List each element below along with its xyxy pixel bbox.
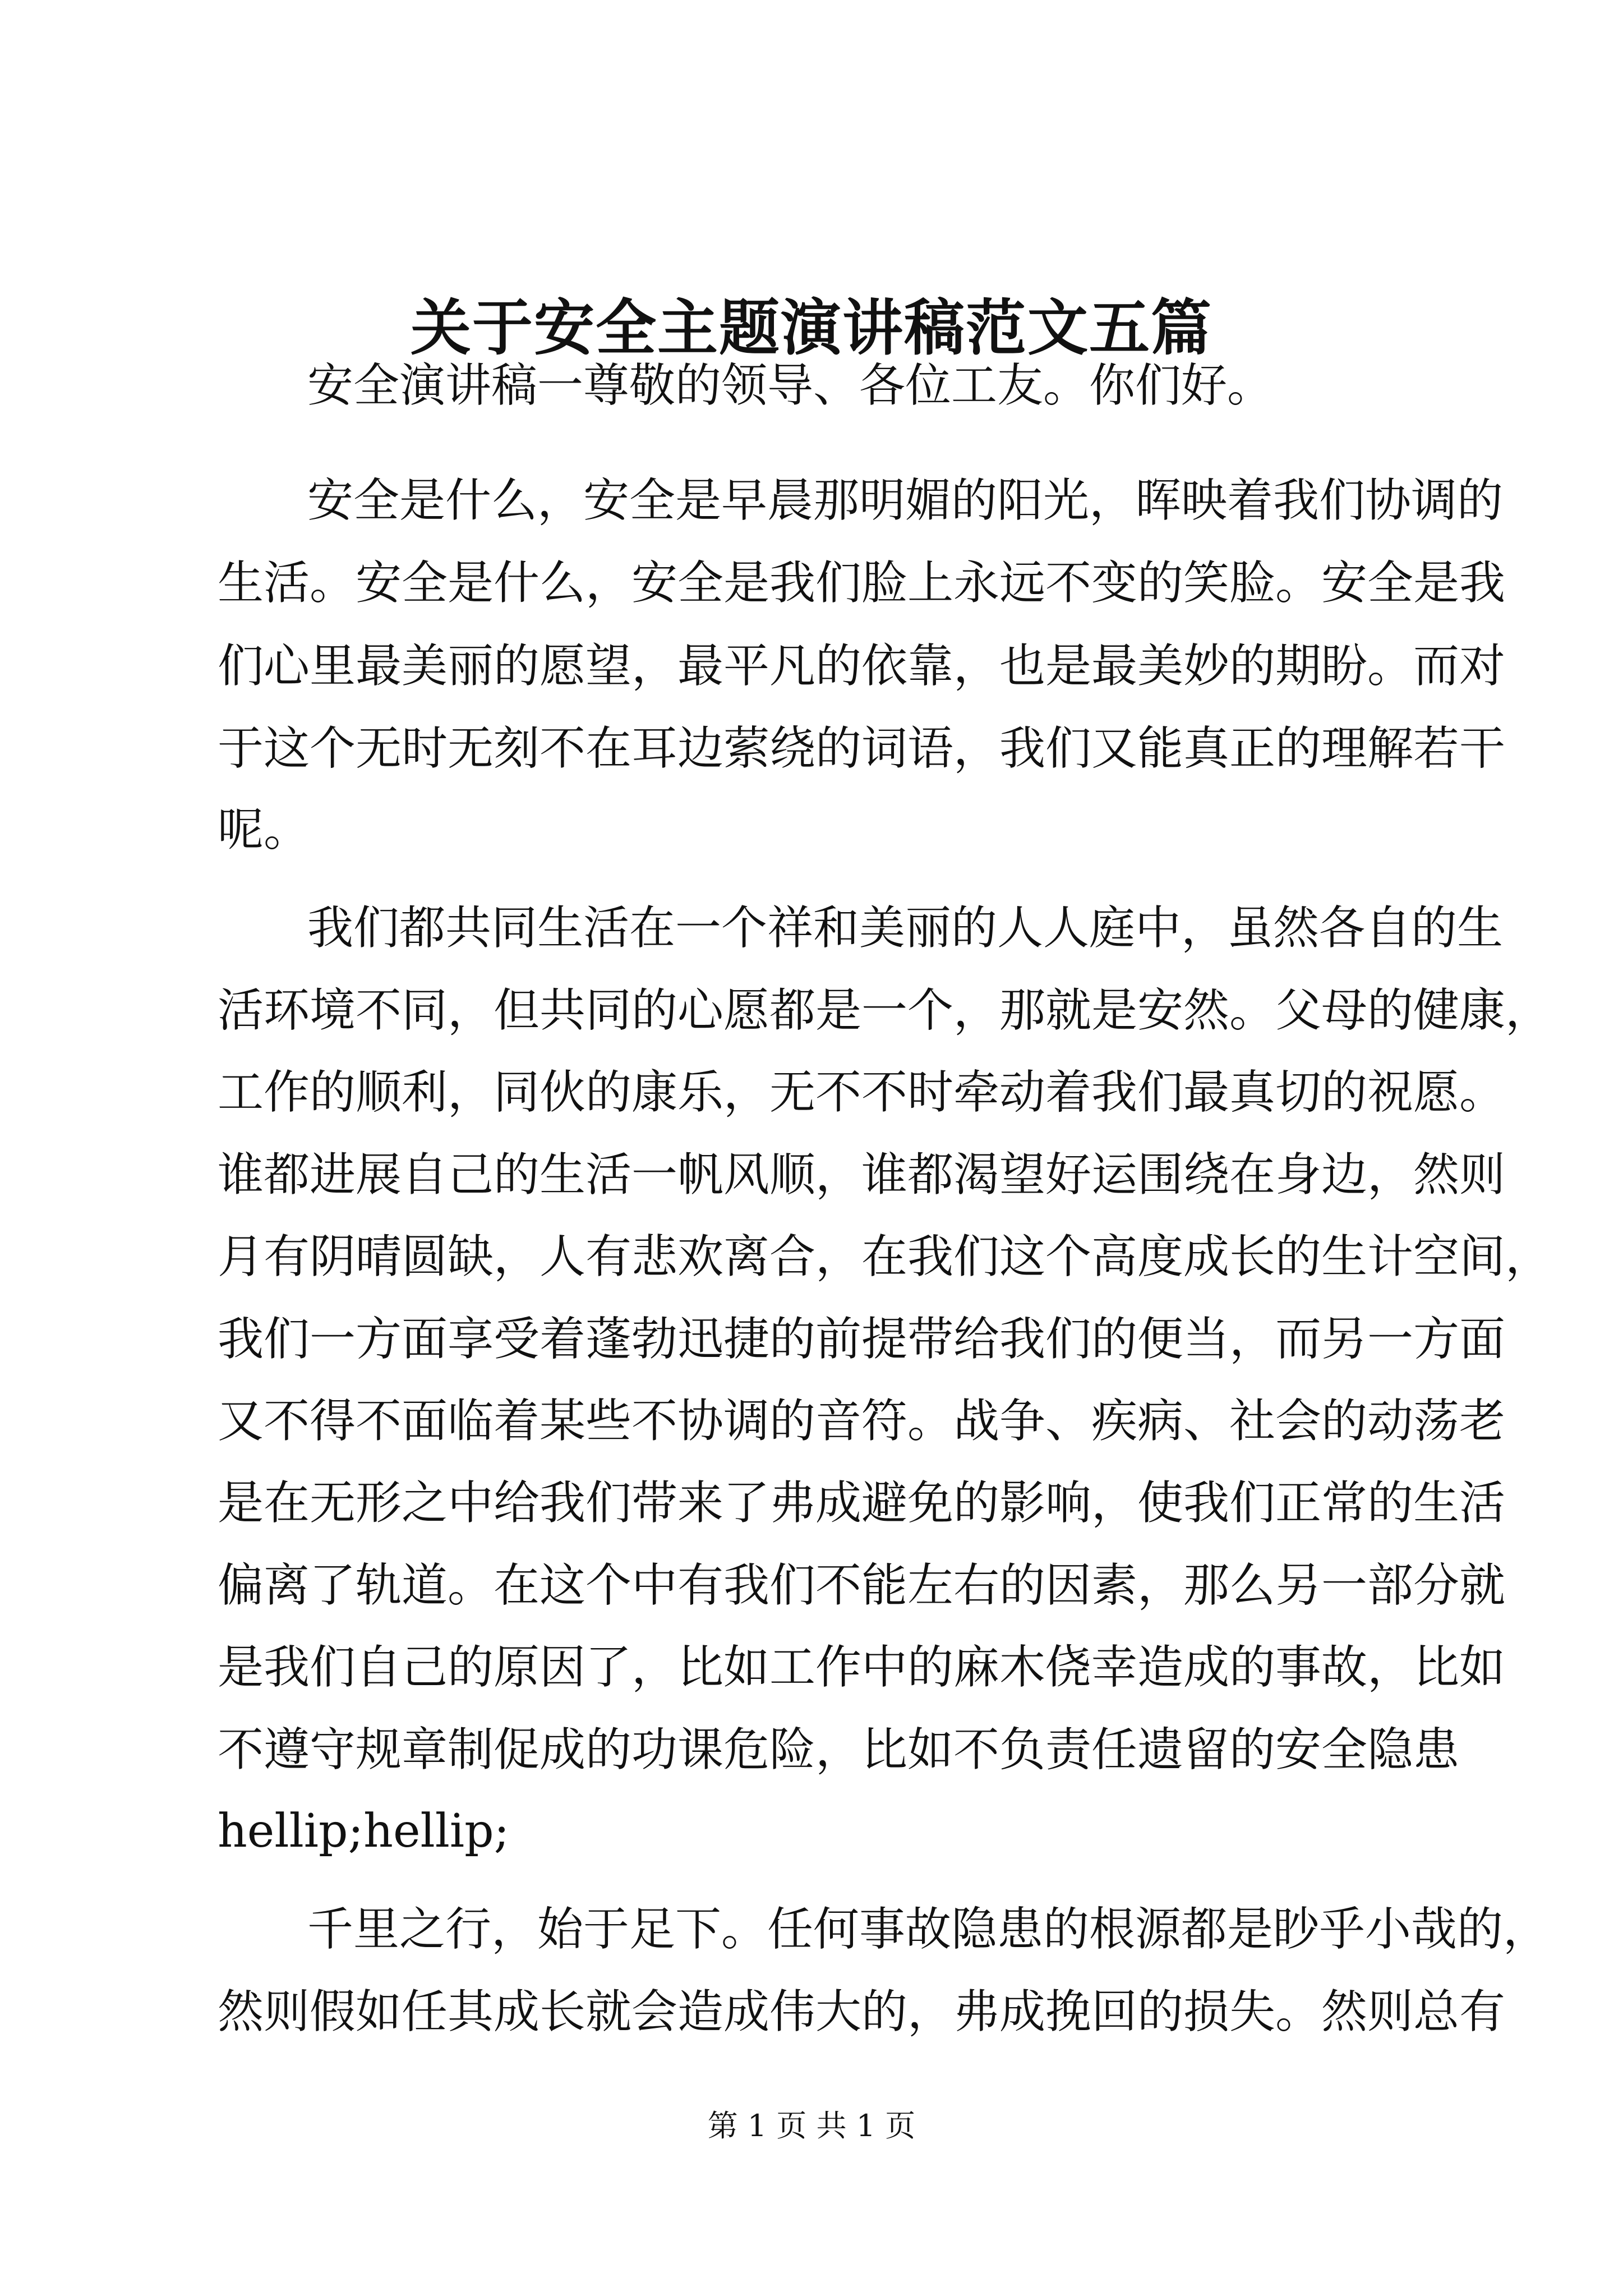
paragraph-line: 谁都进展自己的生活一帆风顺，谁都渴望好运围绕在身边，然则	[218, 1148, 1506, 1202]
paragraph-line: 然则假如任其成长就会造成伟大的，弗成挽回的损失。然则总有	[218, 1985, 1506, 2039]
paragraph-line: 呢。	[218, 803, 310, 857]
paragraph-line: 是在无形之中给我们带来了弗成避免的影响，使我们正常的生活	[218, 1476, 1506, 1530]
paragraph-line: 于这个无时无刻不在耳边萦绕的词语，我们又能真正的理解若干	[218, 722, 1506, 775]
paragraph-line: 不遵守规章制促成的功课危险，比如不负责任遗留的安全隐患	[218, 1723, 1460, 1777]
paragraph-line: 偏离了轨道。在这个中有我们不能左右的因素，那么另一部分就	[218, 1559, 1506, 1612]
paragraph-line: 月有阴晴圆缺，人有悲欢离合，在我们这个高度成长的生计空间，	[218, 1230, 1552, 1283]
paragraph-line: 是我们自己的原因了，比如工作中的麻木侥幸造成的事故，比如	[218, 1641, 1506, 1694]
paragraph-line: 们心里最美丽的愿望，最平凡的依靠，也是最美妙的期盼。而对	[218, 639, 1506, 693]
document-title: 关于安全主题演讲稿范文五篇	[410, 293, 1212, 364]
paragraph-line: 我们都共同生活在一个祥和美丽的人人庭中，虽然各自的生	[307, 901, 1504, 955]
page-number-footer: 第 1 页 共 1 页	[707, 2108, 916, 2143]
paragraph-line: 工作的顺利，同伙的康乐，无不不时牵动着我们最真切的祝愿。	[218, 1066, 1506, 1119]
paragraph-line: 活环境不同，但共同的心愿都是一个，那就是安然。父母的健康，	[218, 984, 1552, 1037]
paragraph-line: 安全是什么，安全是早晨那明媚的阳光，晖映着我们协调的	[307, 474, 1504, 527]
paragraph-line: 安全演讲稿一尊敬的领导、各位工友。你们好。	[307, 359, 1274, 412]
paragraph-line: 又不得不面临着某些不协调的音符。战争、疾病、社会的动荡老	[218, 1395, 1506, 1448]
paragraph-line: 我们一方面享受着蓬勃迅捷的前提带给我们的便当，而另一方面	[218, 1313, 1506, 1366]
paragraph-line: 千里之行，始于足下。任何事故隐患的根源都是眇乎小哉的，	[307, 1903, 1550, 1956]
paragraph-line: hellip;hellip;	[218, 1805, 510, 1858]
paragraph-line: 生活。安全是什么，安全是我们脸上永远不变的笑脸。安全是我	[218, 556, 1506, 610]
